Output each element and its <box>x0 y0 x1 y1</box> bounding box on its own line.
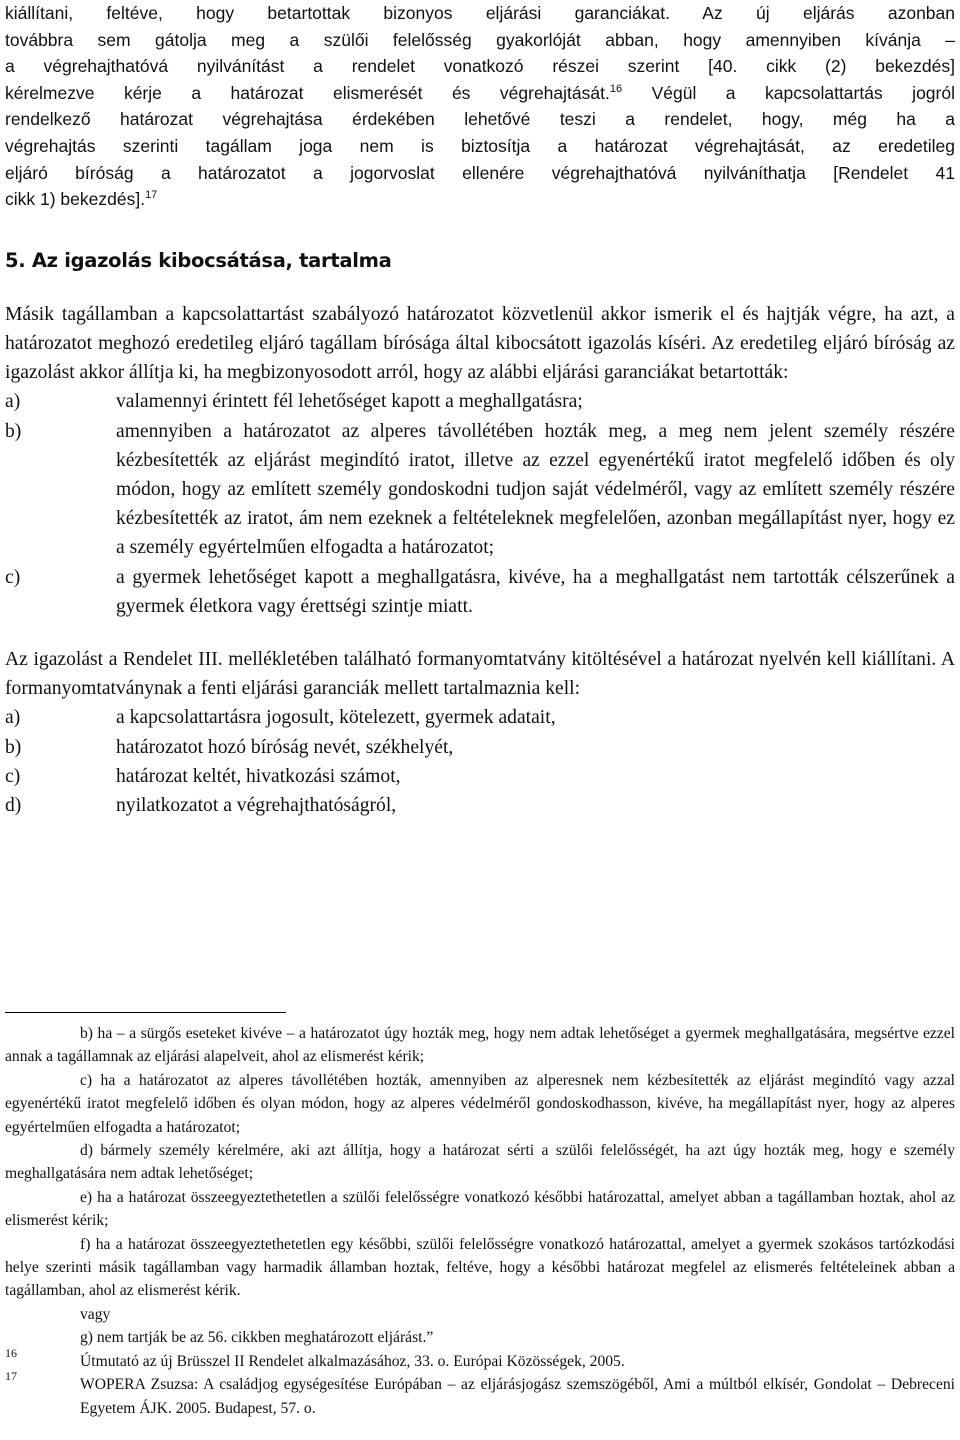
footnote-number: 17 <box>5 1369 17 1384</box>
form-content-list <box>5 703 955 820</box>
footnote-quote-b: b) ha – a sürgős eseteket kivéve – a határozatot úgy hozták meg, hogy nem adtak lehetőséget a gyermek meghallgatására, megsértve ezzel annak a tagállamnak az eljárási alapelveit, ahol az elismerést kérik; <box>5 1025 955 1066</box>
intro-line: továbbra sem gátolja meg a szülői felelősség gyakorlóját abban, hogy amennyiben kívánja – <box>5 29 955 50</box>
section-paragraph: Az igazolást a Rendelet III. mellékletében található formanyomtatvány kitöltésével a határozat nyelvén kell kiállítani. A formanyomtatványnak a fenti eljárási garanciák mellett tartalmaznia kell: <box>5 648 955 700</box>
list-item <box>5 762 955 791</box>
footnote-number: 16 <box>5 1345 17 1360</box>
intro-line: kiállítani, feltéve, hogy betartottak bizonyos eljárási garanciákat. Az új eljárás azonban <box>5 3 955 23</box>
footnotes <box>5 1022 955 1420</box>
section-certificate-issuance <box>5 300 955 820</box>
list-item-text: határozatot hozó bíróság nevét, székhelyét, <box>116 736 454 758</box>
footnote-ref-17: 17 <box>145 189 158 202</box>
footnote-text: WOPERA Zsuzsa: A családjog egységesítése Európában – az eljárásjogász szemszögéből, Ami a múltból elkísér, Gondolat – Debreceni Egyetem ÁJK. 2005. Budapest, 57. o. <box>80 1376 955 1417</box>
footnote-separator <box>5 1012 286 1013</box>
list-item <box>5 703 955 732</box>
list-item-label: a) <box>5 707 21 729</box>
footnote-quote-f: f) ha a határozat összeegyeztethetetlen egy későbbi, szülői felelősségre vonatkozó határozattal, amelyet a gyermek szokásos tartózkodási helye szerinti másik tagállamban vagy harmadik államban hoztak, feltéve, hogy a későbbi határozat megfelel az elismerés feltételeinek abban a tagállamban, ahol az elismerést kérik. <box>5 1235 955 1300</box>
intro-line: rendelkező határozat végrehajtása érdekében lehetővé teszi a rendelet, hogy, még ha a <box>5 109 955 130</box>
list-item-text: a kapcsolattartásra jogosult, kötelezett, gyermek adatait, <box>116 707 556 729</box>
footnote-quote-c: c) ha a határozatot az alperes távollétében hozták, amennyiben az alperesnek nem kézbesítették az eljárást megindító vagy azzal egyenértékű iratot megfelelő időben és olyan módon, hogy az alperes védelméről gondoskodhasson, kivéve, ha megállapítást nyer, hogy az alperes egyértelműen elfogadta a határozatot; <box>5 1071 955 1136</box>
list-item-label: c) <box>5 566 21 588</box>
list-item <box>5 791 955 820</box>
guarantee-list <box>5 387 955 621</box>
footnote-ref-16: 16 <box>609 82 623 95</box>
list-item-label: b) <box>5 736 22 758</box>
list-item <box>5 387 955 416</box>
intro-line <box>5 186 955 213</box>
list-item-label: d) <box>5 795 22 816</box>
footnote-16 <box>5 1345 955 1373</box>
intro-paragraph <box>5 0 955 213</box>
footnote-17 <box>5 1369 955 1420</box>
section-paragraph: Másik tagállamban a kapcsolattartást szabályozó határozatot közvetlenül akkor ismerik el és hajtják végre, ha azt, a határozatot meghozó eredetileg eljáró tagállam bírósága által kibocsátott igazolás kíséri. Az eredetileg eljáró bíróság az igazolást akkor állítja ki, ha megbizonyosodott arról, hogy az alábbi eljárási garanciákat betartották: <box>5 303 955 384</box>
list-item-text: valamennyi érintett fél lehetőséget kapott a meghallgatásra; <box>116 391 583 413</box>
list-item-text: határozat keltét, hivatkozási számot, <box>116 765 401 787</box>
intro-line: végrehajtás szerinti tagállam joga nem is biztosítja a határozat végrehajtását, az eredetileg <box>5 135 955 156</box>
intro-line: eljáró bíróság a határozatot a jogorvoslat ellenére végrehajthatóvá nyilváníthatja [Rendelet 41 <box>5 162 955 183</box>
section-heading: 5. Az igazolás kibocsátása, tartalma <box>5 248 392 272</box>
list-item <box>5 563 955 621</box>
footnote-text: Útmutató az új Brüsszel II Rendelet alkalmazásához, 33. o. Európai Közösségek, 2005. <box>80 1352 625 1370</box>
list-item-text: amennyiben a határozatot az alperes távollétében hozták meg, a meg nem jelent személy részére kézbesítették az eljárást megindító iratot, illetve az ezzel egyenértékű iratot megfelelő időben és oly módon, hogy az említett személy gondoskodni tudjon saját védelméről, vagy az említett személy részére kézbesítették az iratot, ám nem ezeknek a feltételeknek megfelelően, azonban megállapítást nyer, hogy ez a személy egyértelműen elfogadta a határozatot; <box>116 420 955 559</box>
intro-text: Végül a kapcsolattartás jogról <box>622 82 955 103</box>
list-item <box>5 733 955 762</box>
list-item-text: a gyermek lehetőséget kapott a meghallgatásra, kivéve, ha a meghallgatást nem tartották célszerűnek a gyermek életkora vagy érettségi szintje miatt. <box>116 566 955 617</box>
list-item <box>5 417 955 563</box>
intro-text: kérelmezve kérje a határozat elismerését és végrehajtását. <box>5 82 610 103</box>
intro-line <box>5 80 955 107</box>
list-item-label: b) <box>5 420 22 442</box>
list-item-label: c) <box>5 765 21 787</box>
footnote-quote-e: e) ha a határozat összeegyeztethetetlen a szülői felelősségre vonatkozó későbbi határozattal, amelyet abban a tagállamban hoztak, ahol az elismerést kérik; <box>5 1188 955 1230</box>
list-item-text: nyilatkozatot a végrehajthatóságról, <box>116 795 397 816</box>
intro-text: cikk 1) bekezdés]. <box>5 189 146 210</box>
list-item-label: a) <box>5 391 21 413</box>
footnote-quote-d: d) bármely személy kérelmére, aki azt állítja, hogy a határozat sérti a szülői felelősségét, ha azt úgy hozták meg, hogy e személy meghallgatására nem adtak lehetőséget; <box>5 1142 955 1183</box>
document-page <box>5 0 955 820</box>
footnote-quote-vagy: vagy <box>80 1305 111 1323</box>
intro-line: a végrehajthatóvá nyilvánítást a rendelet vonatkozó részei szerint [40. cikk (2) bekezdés] <box>5 56 955 77</box>
footnote-quote-g: g) nem tartják be az 56. cikkben meghatározott eljárást.” <box>80 1329 434 1347</box>
